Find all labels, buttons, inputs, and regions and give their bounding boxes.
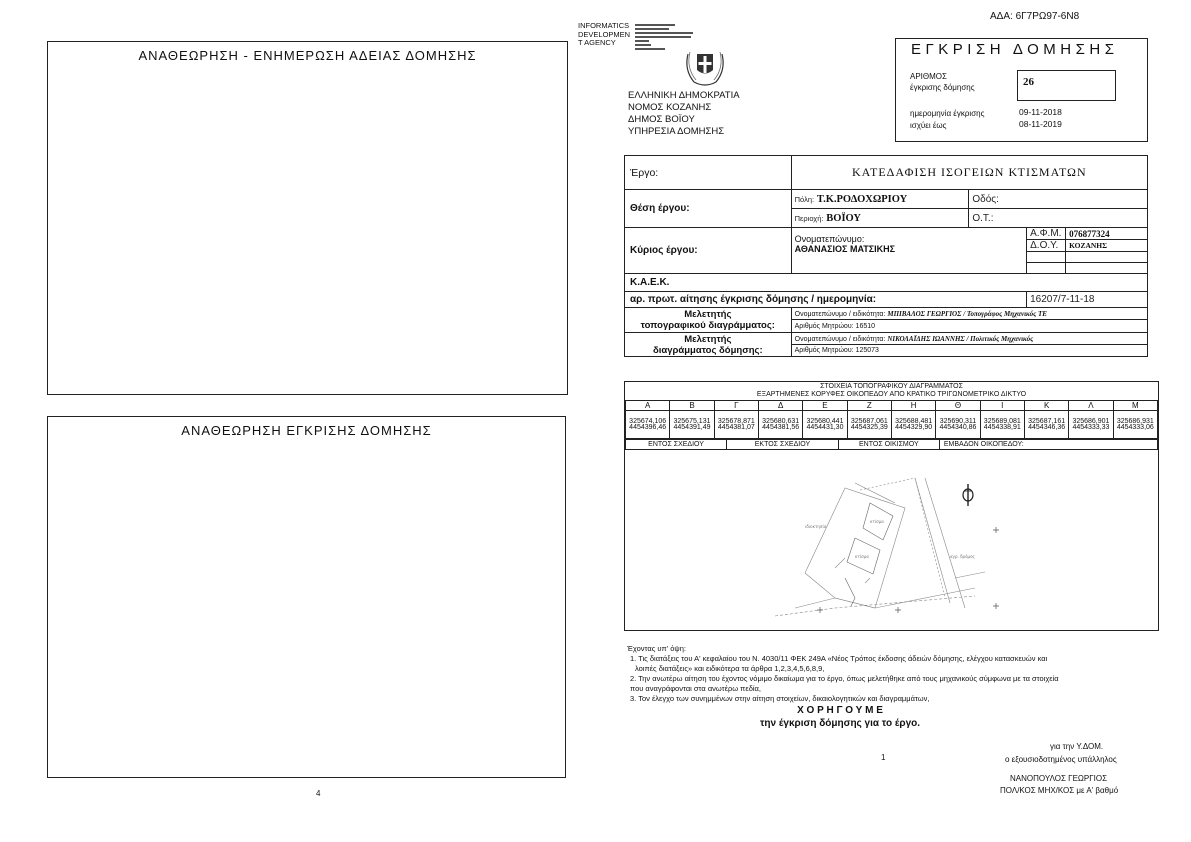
afm-label: Α.Φ.Μ. bbox=[1027, 228, 1066, 240]
afm-value: 076877324 bbox=[1066, 228, 1148, 240]
vertex-x: 325675,131 bbox=[673, 417, 711, 425]
in-settlement-label: ΕΝΤΟΣ ΟΙΚΙΣΜΟΥ bbox=[838, 440, 939, 450]
vertex-coords-row bbox=[626, 411, 1158, 439]
left-page-number: 4 bbox=[316, 789, 321, 798]
grant-subheading: την έγκριση δόμησης για το έργο. bbox=[759, 718, 921, 729]
in-plan-label: ΕΝΤΟΣ ΣΧΕΔΙΟΥ bbox=[626, 440, 727, 450]
vertex-x: 325674,106 bbox=[629, 417, 667, 425]
topographic-box bbox=[624, 381, 1159, 631]
vertex-coordinates bbox=[1069, 411, 1113, 439]
approval-valid-label: ισχύει έως bbox=[910, 121, 947, 130]
vertex-letter: Λ bbox=[1069, 401, 1113, 411]
doy-label: Δ.Ο.Υ. bbox=[1027, 240, 1066, 252]
having-regard: Έχοντας υπ' όψη: bbox=[627, 644, 686, 653]
vertex-y: 4454381,56 bbox=[762, 423, 800, 431]
vertex-x: 325687,161 bbox=[1028, 417, 1066, 425]
approval-date-label: ημερομηνία έγκρισης bbox=[910, 109, 985, 118]
vertex-coordinates bbox=[670, 411, 714, 439]
protocol-value: 16207/7-11-18 bbox=[1027, 292, 1148, 308]
prefecture: ΝΟΜΟΣ ΚΟΖΑΝΗΣ bbox=[628, 102, 712, 113]
vertex-letter: Α bbox=[626, 401, 670, 411]
vertex-letter: Δ bbox=[758, 401, 802, 411]
vertex-letter: Η bbox=[891, 401, 935, 411]
svg-text:κτίσμα: κτίσμα bbox=[855, 554, 869, 559]
vertex-y: 4454325,39 bbox=[850, 423, 888, 431]
vertex-x: 325680,441 bbox=[806, 417, 844, 425]
revision-update-title: ΑΝΑΘΕΩΡΗΣΗ - ΕΝΗΜΕΡΩΣΗ ΑΔΕΙΑΣ ΔΟΜΗΣΗΣ bbox=[138, 48, 477, 63]
signatory-title: ΠΟΛ/ΚΟΣ ΜΗΧ/ΚΟΣ με Α' βαθμό bbox=[1000, 786, 1119, 795]
design-registry: 125073 bbox=[855, 347, 879, 354]
topo-registry-cell: Αριθμός Μητρώου: 16510 bbox=[791, 320, 1147, 333]
vertex-letters-row bbox=[626, 401, 1158, 411]
project-table bbox=[624, 155, 1148, 357]
protocol-label: αρ. πρωτ. αίτησης έγκρισης δόμησης / ημερομηνία: bbox=[625, 292, 1027, 308]
vertex-x: 325686,901 bbox=[1072, 417, 1110, 425]
area-value: ΒΟΪΟΥ bbox=[826, 212, 862, 224]
location-label: Θέση έργου: bbox=[625, 190, 792, 228]
vertex-x: 325690,311 bbox=[939, 417, 977, 425]
revision-update-panel bbox=[47, 41, 568, 395]
revision-approval-title: ΑΝΑΘΕΩΡΗΣΗ ΕΓΚΡΙΣΗΣ ΔΟΜΗΣΗΣ bbox=[181, 423, 432, 438]
svg-text:ιδιοκτησία: ιδιοκτησία bbox=[805, 524, 827, 529]
svg-text:κτίσμα: κτίσμα bbox=[870, 519, 884, 524]
right-page-number: 1 bbox=[881, 753, 886, 762]
vertex-coordinates bbox=[626, 411, 670, 439]
vertex-coordinates bbox=[980, 411, 1024, 439]
vertices-table bbox=[625, 400, 1158, 439]
design-engineer-label: Μελετητής διαγράμματος δόμησης: bbox=[625, 333, 792, 357]
design-registry-cell: Αριθμός Μητρώου: 125073 bbox=[791, 345, 1147, 357]
vertex-y: 4454340,86 bbox=[939, 423, 977, 431]
area-cell: Περιοχή: ΒΟΪΟΥ bbox=[791, 209, 969, 228]
approval-box bbox=[895, 38, 1148, 142]
vertex-letter: Β bbox=[670, 401, 714, 411]
vertex-x: 325680,631 bbox=[762, 417, 800, 425]
vertex-coordinates bbox=[714, 411, 758, 439]
vertex-letter: Κ bbox=[1024, 401, 1068, 411]
plot-area-label: ΕΜΒΑΔΟΝ ΟΙΚΟΠΕΔΟΥ: bbox=[939, 440, 1157, 450]
vertex-coordinates bbox=[847, 411, 891, 439]
street-label: Οδός: bbox=[969, 190, 1148, 209]
vertex-letter: Μ bbox=[1113, 401, 1157, 411]
design-engineer-cell: Ονοματεπώνυμο / ειδικότητα: ΝΙΚΟΛΑΪΔΗΣ ΙΩΑΝΝΗΣ / Πολιτικός Μηχανικός bbox=[791, 333, 1147, 345]
vertex-y: 4454396,46 bbox=[629, 423, 667, 431]
approval-number-field: 26 bbox=[1017, 70, 1116, 101]
greek-coat-of-arms-icon bbox=[680, 44, 730, 89]
topo-engineer-cell: Ονοματεπώνυμο / ειδικότητα: ΜΠΙΒΑΛΟΣ ΓΕΩΡΓΙΟΣ / Τοπογράφος Μηχανικός ΤΕ bbox=[791, 308, 1147, 320]
signatory-name: ΝΑΝΟΠΟΥΛΟΣ ΓΕΩΡΓΙΟΣ bbox=[1010, 774, 1108, 783]
north-arrow-icon bbox=[960, 482, 976, 508]
vertex-y: 4454431,30 bbox=[806, 423, 844, 431]
site-plan-drawing bbox=[775, 468, 1035, 624]
plan-status-table bbox=[625, 439, 1158, 450]
authority-block bbox=[628, 90, 740, 138]
svg-text:αγρ. δρόμος: αγρ. δρόμος bbox=[950, 554, 975, 559]
vertex-letter: Ι bbox=[980, 401, 1024, 411]
vertex-x: 325678,871 bbox=[717, 417, 755, 425]
topo-title-1: ΣΤΟΙΧΕΙΑ ΤΟΠΟΓΡΑΦΙΚΟΥ ΔΙΑΓΡΑΜΜΑΤΟΣ bbox=[820, 383, 963, 390]
topo-title-2: ΕΞΑΡΤΗΜΕΝΕΣ ΚΟΡΥΦΕΣ ΟΙΚΟΠΕΔΟΥ ΑΠΟ ΚΡΑΤΙΚΟ ΤΡΙΓΩΝΟΜΕΤΡΙΚΟ ΔΙΚΤΥΟ bbox=[756, 391, 1027, 398]
decision-text bbox=[627, 644, 1167, 704]
vertex-coordinates bbox=[936, 411, 980, 439]
owner-cell: Ονοματεπώνυμο: ΑΘΑΝΑΣΙΟΣ ΜΑΤΣΙΚΗΣ bbox=[791, 228, 1026, 274]
vertex-y: 4454333,06 bbox=[1116, 423, 1154, 431]
vertex-y: 4454391,49 bbox=[673, 423, 711, 431]
owner-name: ΑΘΑΝΑΣΙΟΣ ΜΑΤΣΙΚΗΣ bbox=[794, 244, 896, 254]
agency-logo-text: INFORMATICS DEVELOPMEN T AGENCY bbox=[578, 21, 631, 47]
vertex-letter: Γ bbox=[714, 401, 758, 411]
vertex-coordinates bbox=[803, 411, 847, 439]
service: ΥΠΗΡΕΣΙΑ ΔΟΜΗΣΗΣ bbox=[628, 126, 725, 137]
vertex-x: 325686,931 bbox=[1116, 417, 1154, 425]
regard-item-2: 2. Την ανωτέρω αίτηση του έχοντος νόμιμο δικαίωμα για το έργο, όπως μελετήθηκε από τους μηχανικούς σύμφωνα με τα στοιχεία bbox=[630, 674, 1059, 683]
vertex-coordinates bbox=[1024, 411, 1068, 439]
vertex-letter: Ζ bbox=[847, 401, 891, 411]
vertex-letter: Θ bbox=[936, 401, 980, 411]
vertex-y: 4454329,90 bbox=[895, 423, 933, 431]
vertex-coordinates bbox=[891, 411, 935, 439]
vertex-x: 325687,061 bbox=[850, 417, 888, 425]
work-value: ΚΑΤΕΔΑΦΙΣΗ ΙΣΟΓΕΙΩΝ ΚΤΙΣΜΑΤΩΝ bbox=[791, 156, 1147, 190]
kaek-label: Κ.Α.Ε.Κ. bbox=[625, 274, 1148, 292]
doy-value: ΚΟΖΑΝΗΣ bbox=[1066, 240, 1148, 252]
vertex-coordinates bbox=[1113, 411, 1157, 439]
approval-number-sublabel: έγκρισης δόμησης bbox=[910, 83, 975, 92]
vertex-x: 325689,081 bbox=[983, 417, 1021, 425]
vertex-y: 4454381,07 bbox=[717, 423, 755, 431]
owner-label: Κύριος έργου: bbox=[625, 228, 792, 274]
for-service: για την Υ.ΔΟΜ. bbox=[1050, 742, 1104, 751]
vertex-coordinates bbox=[758, 411, 802, 439]
vertex-y: 4454333,33 bbox=[1072, 423, 1110, 431]
country: ΕΛΛΗΝΙΚΗ ΔΗΜΟΚΡΑΤΙΑ bbox=[628, 90, 740, 101]
design-engineer-name: ΝΙΚΟΛΑΪΔΗΣ ΙΩΑΝΝΗΣ / Πολιτικός Μηχανικός bbox=[887, 334, 1034, 343]
authorized-official: ο εξουσιοδοτημένος υπάλληλος bbox=[1005, 755, 1117, 764]
topo-engineer-name: ΜΠΙΒΑΛΟΣ ΓΕΩΡΓΙΟΣ / Τοπογράφος Μηχανικός ΤΕ bbox=[887, 309, 1047, 318]
approval-valid-until: 08-11-2019 bbox=[1019, 119, 1062, 129]
out-plan-label: ΕΚΤΟΣ ΣΧΕΔΙΟΥ bbox=[727, 440, 839, 450]
vertex-y: 4454346,36 bbox=[1028, 423, 1066, 431]
topo-engineer-label: Μελετητής τοπογραφικού διαγράμματος: bbox=[625, 308, 792, 333]
vertex-letter: Ε bbox=[803, 401, 847, 411]
approval-date: 09-11-2018 bbox=[1019, 107, 1062, 117]
regard-item-1: 1. Τις διατάξεις του Α' κεφαλαίου του Ν. 4030/11 ΦΕΚ 249Α «Νέος Τρόπος έκδοσης άδειών δόμησης, ελέγχου κατασκευών και bbox=[630, 654, 1048, 663]
topo-registry: 16510 bbox=[855, 322, 876, 330]
city-cell: Πόλη: Τ.Κ.ΡΟΔΟΧΩΡΙΟΥ bbox=[791, 190, 969, 209]
regard-item-1b: λοιπές διατάξεις» και ειδικότερα τα άρθρα 1,2,3,4,5,6,8,9, bbox=[635, 664, 825, 673]
ada-code: ΑΔΑ: 6Γ7ΡΩ97-6Ν8 bbox=[990, 11, 1080, 22]
approval-title: ΕΓΚΡΙΣΗ ΔΟΜΗΣΗΣ bbox=[911, 41, 1119, 58]
revision-approval-panel bbox=[47, 416, 566, 778]
work-label: Έργο: bbox=[625, 156, 792, 190]
vertex-x: 325688,481 bbox=[895, 417, 933, 425]
regard-item-3: 3. Τον έλεγχο των συνημμένων στην αίτηση στοιχείων, δικαιολογητικών και διαγραμμάτων, bbox=[630, 694, 930, 703]
grant-heading: Χ Ο Ρ Η Γ Ο Υ Μ Ε bbox=[797, 705, 883, 716]
ot-label: Ο.Τ.: bbox=[969, 209, 1148, 228]
approval-number-label: ΑΡΙΘΜΟΣ bbox=[910, 72, 947, 81]
regard-item-2b: που αναγράφονται στα ανωτέρω πεδία, bbox=[630, 684, 761, 693]
vertex-y: 4454338,91 bbox=[983, 423, 1021, 431]
city-value: Τ.Κ.ΡΟΔΟΧΩΡΙΟΥ bbox=[816, 193, 908, 205]
municipality: ΔΗΜΟΣ ΒΟΪΟΥ bbox=[628, 114, 695, 125]
